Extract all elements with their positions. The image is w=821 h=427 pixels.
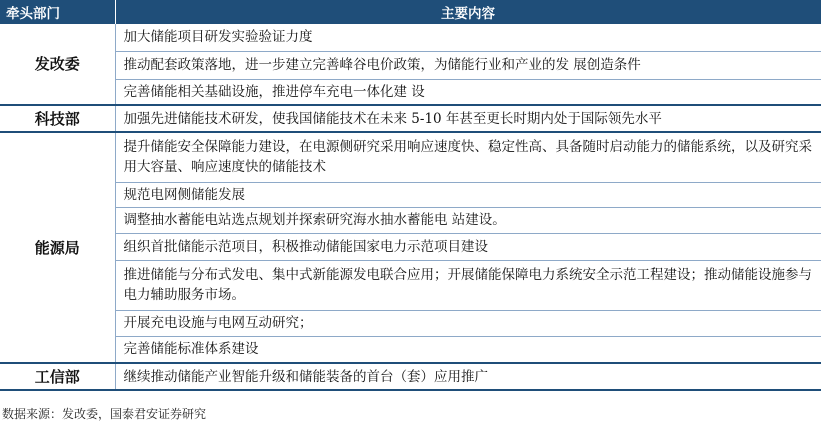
content-cell: 开展充电设施与电网互动研究；: [115, 310, 821, 336]
table-row: [0, 51, 821, 79]
table-row: [0, 24, 821, 51]
dept-cell: 科技部: [0, 105, 115, 132]
content-cell: 规范电网侧储能发展: [115, 182, 821, 207]
header-content: 主要内容: [115, 0, 821, 24]
content-cell: 完善储能相关基础设施，推进停车充电一体化建 设: [115, 79, 821, 105]
content-cell: 加强先进储能技术研发，使我国储能技术在未来 5-10 年甚至更长时期内处于国际领先水平: [115, 105, 821, 132]
table-row: [0, 207, 821, 233]
table-row: [0, 79, 821, 105]
table-row: [0, 132, 821, 182]
content-cell: 完善储能标准体系建设: [115, 336, 821, 363]
content-cell: 调整抽水蓄能电站选点规划并探索研究海水抽水蓄能电 站建设。: [115, 207, 821, 233]
content-cell: 提升储能安全保障能力建设，在电源侧研究采用响应速度快、稳定性高、具备随时启动能力的储能系统，以及研究采用大容量、响应速度快的储能技术: [115, 132, 821, 182]
dept-cell: 发改委: [0, 24, 115, 105]
source-note: 数据来源：发改委，国泰君安证券研究: [2, 407, 207, 421]
content-cell: 加大储能项目研发实验验证力度: [115, 24, 821, 51]
table-header-row: [0, 0, 821, 24]
dept-cell: 工信部: [0, 363, 115, 390]
table-row: [0, 260, 821, 310]
dept-cell: 能源局: [0, 132, 115, 363]
table-row: [0, 310, 821, 336]
content-cell: 继续推动储能产业智能升级和储能装备的首台（套）应用推广: [115, 363, 821, 390]
header-dept: 牵头部门: [0, 0, 115, 24]
table-row: [0, 336, 821, 363]
content-cell: 推动配套政策落地，进一步建立完善峰谷电价政策，为储能行业和产业的发 展创造条件: [115, 51, 821, 79]
content-cell: 推进储能与分布式发电、集中式新能源发电联合应用；开展储能保障电力系统安全示范工程建设；推动储能设施参与电力辅助服务市场。: [115, 260, 821, 310]
table-row: [0, 182, 821, 207]
table-row: [0, 233, 821, 260]
table-row: [0, 105, 821, 132]
table-row: [0, 363, 821, 390]
content-cell: 组织首批储能示范项目，积极推动储能国家电力示范项目建设: [115, 233, 821, 260]
